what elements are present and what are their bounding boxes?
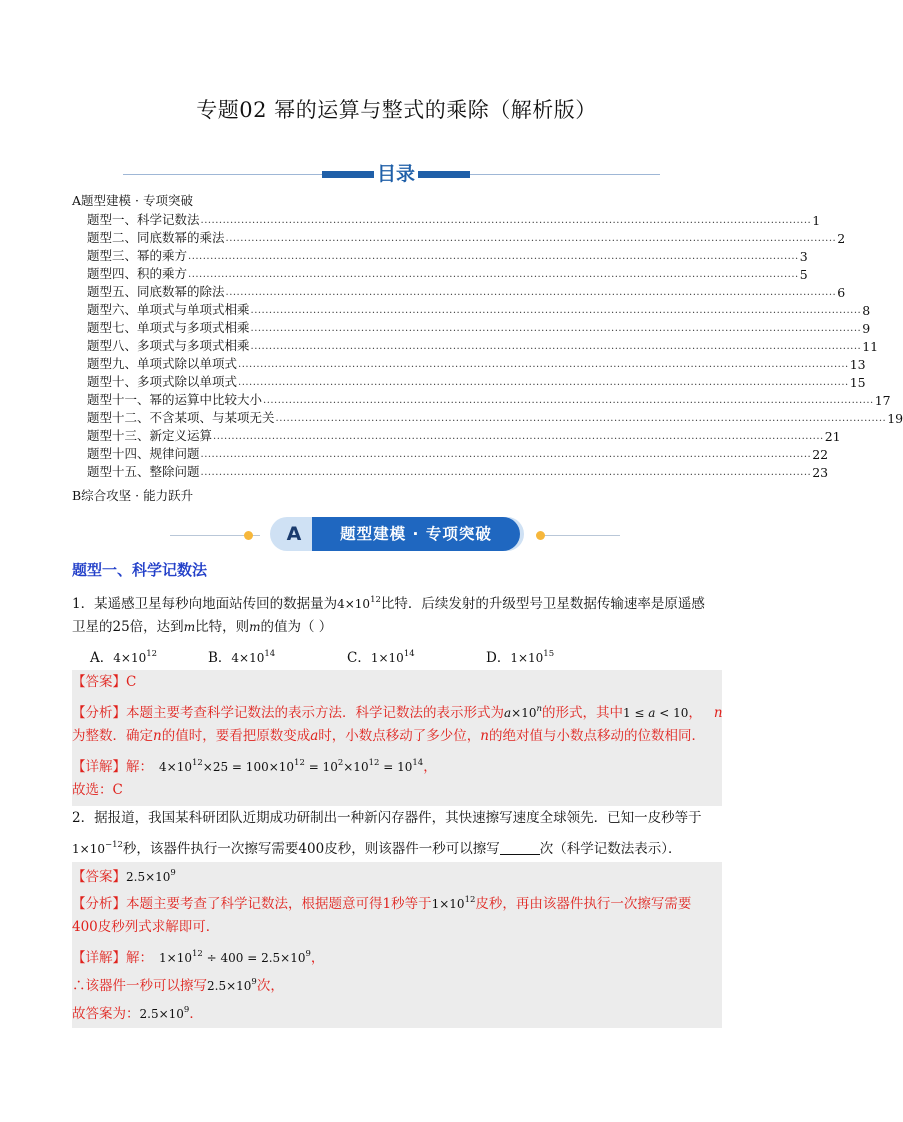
q1-analysis-1: 【分析】本题主要考查科学记数法的表示方法．科学记数法的表示形式为$a\times 10^n$的形式，其中1 ≤ a < 10， n [72,704,723,721]
toc-entry[interactable] [87,229,846,246]
toc-entry[interactable] [87,427,841,444]
toc-entry[interactable] [87,445,829,462]
q1-line-2: 卫星的25倍，达到m比特，则m的值为（ ） [72,619,333,635]
toc-leader: ...................................................................................................................................................................... [188,251,799,262]
q2-line-2: $1\times 10^{-12}$秒，该器件执行一次擦写需要400皮秒，则该器件一秒可以擦写 次（科学记数法表示）． [72,840,682,857]
math-expr: $1\times 10^{12} \div 400 = 2.5\times 10^9$ [159,949,311,965]
toc-entry-page: 23 [812,465,829,480]
toc-entry[interactable] [87,211,821,228]
toc-entry-page: 21 [824,429,841,444]
math-expr: $1\times 10^{-12}$ [72,840,123,856]
toc-entry-label: 题型二、同底数幂的乘法 [87,230,225,245]
toc-entry[interactable] [87,373,866,390]
toc-entry[interactable] [87,265,808,282]
toc-entry[interactable] [87,337,879,354]
toc-part-b[interactable]: B综合攻坚 · 能力跃升 [72,488,194,503]
toc-entry[interactable] [87,301,871,318]
toc-entry-page: 8 [862,303,871,318]
q1-conclusion: 故选：C [72,782,123,798]
q2-analysis-2: 400皮秒列式求解即可． [72,919,220,935]
q2-answer: 【答案】$2.5\times 10^9$ [72,868,176,885]
toc-entry-label: 题型七、单项式与多项式相乘 [87,320,250,335]
toc-entry-page: 5 [799,267,808,282]
toc-entry-page: 13 [849,357,866,372]
math-var: m [249,620,261,634]
toc-entry[interactable] [87,391,891,408]
toc-entry-page: 17 [874,393,891,408]
toc-entry[interactable] [87,247,808,264]
toc-entry-label: 题型十一、幂的运算中比较大小 [87,392,263,407]
toc-entry-page: 2 [837,231,846,246]
math-expr: $a\times 10^n$ [504,704,542,720]
toc-entry-label: 题型八、多项式与多项式相乘 [87,338,250,353]
q2-therefore: ∴该器件一秒可以擦写$2.5\times 10^9$次， [72,977,284,994]
toc-leader: ...................................................................................................................................................................... [263,395,874,406]
q2-final: 故答案为：$2.5\times 10^9$． [72,1005,203,1022]
toc-entry-label: 题型一、科学记数法 [87,212,200,227]
toc-entry-page: 15 [849,375,866,390]
q2-analysis-1: 【分析】本题主要考查了科学记数法，根据题意可得1秒等于$1\times 10^{12}$皮秒，再由该器件执行一次擦写需要 [72,895,692,912]
toc-leader: ...................................................................................................................................................................... [275,413,887,424]
toc-entry-label: 题型十四、规律问题 [87,446,200,461]
q2-line-1: 2．据报道，我国某科研团队近期成功研制出一种新闪存器件，其快速擦写速度全球领先．已知一皮秒等于 [72,810,702,826]
math-expr: 1 ≤ a < 10 [622,706,689,720]
toc-entry-label: 题型十、多项式除以单项式 [87,374,238,389]
math-expr: $4\times 10^{12}$ [337,595,381,611]
toc-deco-right [418,171,470,178]
toc-heading: 目录 [374,159,418,186]
toc-leader: ...................................................................................................................................................................... [200,215,812,226]
math-expr: $1\times 10^{12}$ [431,895,476,911]
toc-entry-label: 题型九、单项式除以单项式 [87,356,238,371]
document-title: 专题02 幂的运算与整式的乘除（解析版） [196,98,597,122]
banner-title: 题型建模 · 专项突破 [312,517,520,551]
toc-leader: ...................................................................................................................................................................... [238,359,849,370]
toc-leader: ...................................................................................................................................................................... [213,431,824,442]
toc-entry[interactable] [87,463,829,480]
toc-leader: ...................................................................................................................................................................... [250,341,862,352]
toc-leader: ...................................................................................................................................................................... [238,377,849,388]
math-var: m [183,620,196,634]
toc-leader: ...................................................................................................................................................................... [250,305,862,316]
section-heading: 题型一、科学记数法 [72,561,208,579]
option-c[interactable]: C．$1\times 10^{14}$ [347,649,415,666]
toc-entry-page: 6 [837,285,846,300]
toc-entry-label: 题型十三、新定义运算 [87,428,213,443]
toc-entry-label: 题型四、积的乘方 [87,266,188,281]
toc-entry[interactable] [87,409,903,426]
math-expr: $4\times 10^{12}\times 25 = 100\times 10^{12} = 10^2\times 10^{12} = 10^{14}$ [159,758,424,774]
toc-leader: ...................................................................................................................................................................... [200,449,812,460]
toc-entry-page: 22 [812,447,829,462]
toc-leader: ...................................................................................................................................................................... [225,287,837,298]
toc-entry-label: 题型十二、不含某项、与某项无关 [87,410,275,425]
toc-deco-left [322,171,374,178]
q1-answer: 【答案】C [72,674,137,690]
toc-entry-label: 题型六、单项式与单项式相乘 [87,302,250,317]
option-a[interactable]: A．$4\times 10^{12}$ [90,649,158,666]
banner-letter: A [286,523,302,545]
toc-entry-page: 1 [812,213,821,228]
banner-rule-right [540,535,620,536]
q1-line-1: 1．某遥感卫星每秒向地面站传回的数据量为$4\times 10^{12}$比特．后续发射的升级型号卫星数据传输速率是原遥感 [72,595,705,612]
toc-leader: ...................................................................................................................................................................... [200,467,812,478]
answer-blank[interactable] [500,842,540,855]
toc-entry-label: 题型十五、整除问题 [87,464,200,479]
q2-detail: 【详解】解： $1\times 10^{12} \div 400 = 2.5\times 10^9$， [72,949,325,966]
toc-entry-label: 题型五、同底数幂的除法 [87,284,225,299]
toc-entry[interactable] [87,319,871,336]
toc-entry-page: 19 [887,411,903,426]
toc-entry-page: 11 [862,339,879,354]
toc-entry-page: 3 [799,249,808,264]
banner-dot-right [536,531,545,540]
option-b[interactable]: B．$4\times 10^{14}$ [208,649,276,666]
q1-analysis-2: 为整数．确定n的值时，要看把原数变成a时，小数点移动了多少位，n的绝对值与小数点移动的位数相同． [72,728,705,744]
toc-entry[interactable] [87,355,866,372]
toc-entry-page: 9 [862,321,871,336]
toc-part-a[interactable]: A题型建模 · 专项突破 [72,193,193,208]
toc-entry-label: 题型三、幂的乘方 [87,248,188,263]
toc-leader: ...................................................................................................................................................................... [188,269,799,280]
option-d[interactable]: D．$1\times 10^{15}$ [486,649,555,666]
toc-leader: ...................................................................................................................................................................... [225,233,837,244]
banner-dot-left [244,531,253,540]
q1-detail: 【详解】解： $4\times 10^{12}\times 25 = 100\times 10^{12} = 10^2\times 10^{12} = 10^{14}$， [72,758,437,775]
toc-entry[interactable] [87,283,846,300]
toc-leader: ...................................................................................................................................................................... [250,323,862,334]
